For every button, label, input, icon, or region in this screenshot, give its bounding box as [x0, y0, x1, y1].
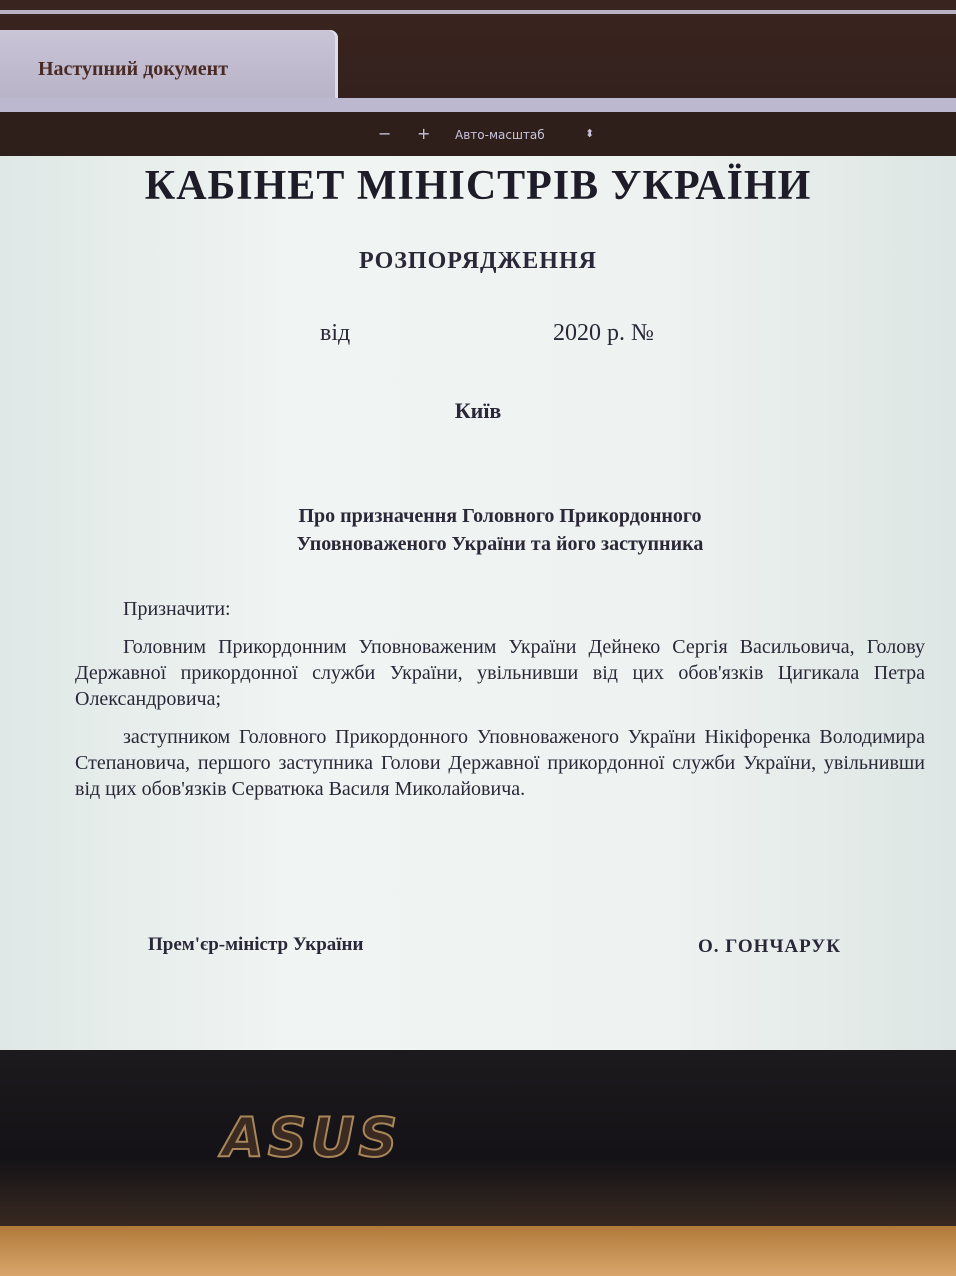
- subject-line: Уповноваженого України та його заступника: [296, 533, 704, 555]
- zoom-out-button[interactable]: −: [378, 124, 392, 143]
- city: Київ: [454, 398, 502, 423]
- intro: Призначити:: [123, 598, 231, 620]
- signer-name: О. ГОНЧАРУК: [698, 936, 841, 957]
- divider: [0, 10, 956, 14]
- date-prefix: від: [320, 320, 351, 346]
- subject-line: Про призначення Головного Прикордонного: [298, 505, 702, 527]
- date-year: 2020 р. №: [553, 320, 654, 346]
- subject: [200, 502, 800, 558]
- desk-surface: [0, 1226, 956, 1276]
- chevron-updown-icon[interactable]: ⬍: [585, 127, 595, 140]
- tab-strip: [0, 98, 956, 112]
- paragraph: Головним Прикордонним Уповноваженим України Дейнеко Сергія Васильовича, Голову Державної прикордонної служби України, увільнивши від цих обов'язків Цигикала Петра Олександровича;: [75, 636, 925, 710]
- document-page: [0, 156, 956, 1050]
- paragraph: заступником Головного Прикордонного Уповноваженого України Нікіфоренка Володимира Степановича, першого заступника Голови Державної прикордонної служби України, увільнивши від цих обов'язків Серватюка Василя Миколайовича.: [75, 726, 925, 800]
- document-type: РОЗПОРЯДЖЕННЯ: [359, 248, 597, 274]
- asus-logo: ASUS: [222, 1106, 402, 1169]
- tab-label: Наступний документ: [38, 58, 229, 80]
- document-title: КАБІНЕТ МІНІСТРІВ УКРАЇНИ: [144, 163, 812, 209]
- zoom-in-button[interactable]: +: [417, 124, 431, 143]
- zoom-select[interactable]: Авто-масштаб: [455, 128, 545, 142]
- signer-title: Прем'єр-міністр України: [148, 934, 364, 955]
- laptop-bezel: [0, 1050, 956, 1230]
- pdf-toolbar: [0, 112, 956, 156]
- next-document-tab[interactable]: [0, 30, 338, 100]
- document-body: [75, 596, 925, 814]
